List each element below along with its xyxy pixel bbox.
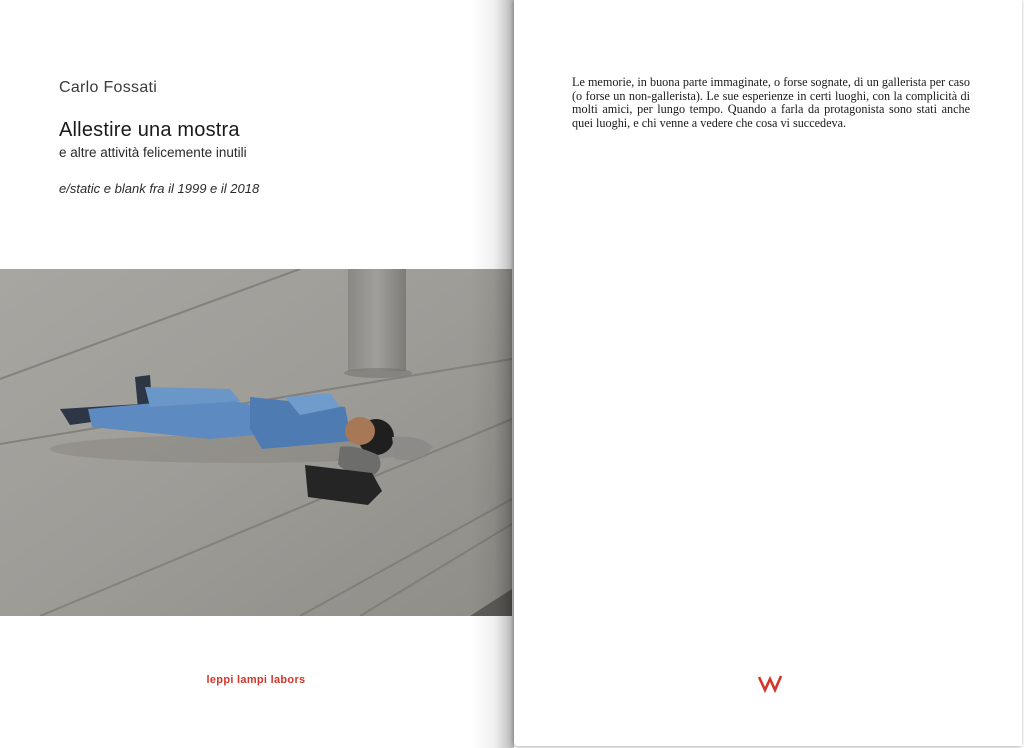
back-cover-blurb: Le memorie, in buona parte immaginate, o forse sognate, di un gallerista per caso (o forse un non-gallerista). Le sue esperienze in certi luoghi, con la complicità di molti amici, per lungo tempo. Quando a farla da protagonista sono stati anche quei luoghi, e chi venne a vedere che cosa vi succedeva.	[572, 75, 970, 130]
book-subtitle: e altre attività felicemente inutili	[59, 145, 247, 160]
concrete-pillar	[348, 269, 406, 371]
publisher-name: leppi lampi labors	[206, 674, 306, 686]
publisher-logo-icon	[758, 673, 782, 693]
book-title: Allestire una mostra	[59, 119, 240, 141]
back-cover-page	[514, 0, 1022, 746]
author-name: Carlo Fossati	[59, 79, 158, 96]
cover-photo	[0, 269, 512, 616]
cover-photo-image	[0, 269, 512, 616]
book-dates-line: e/static e blank fra il 1999 e il 2018	[59, 181, 260, 196]
